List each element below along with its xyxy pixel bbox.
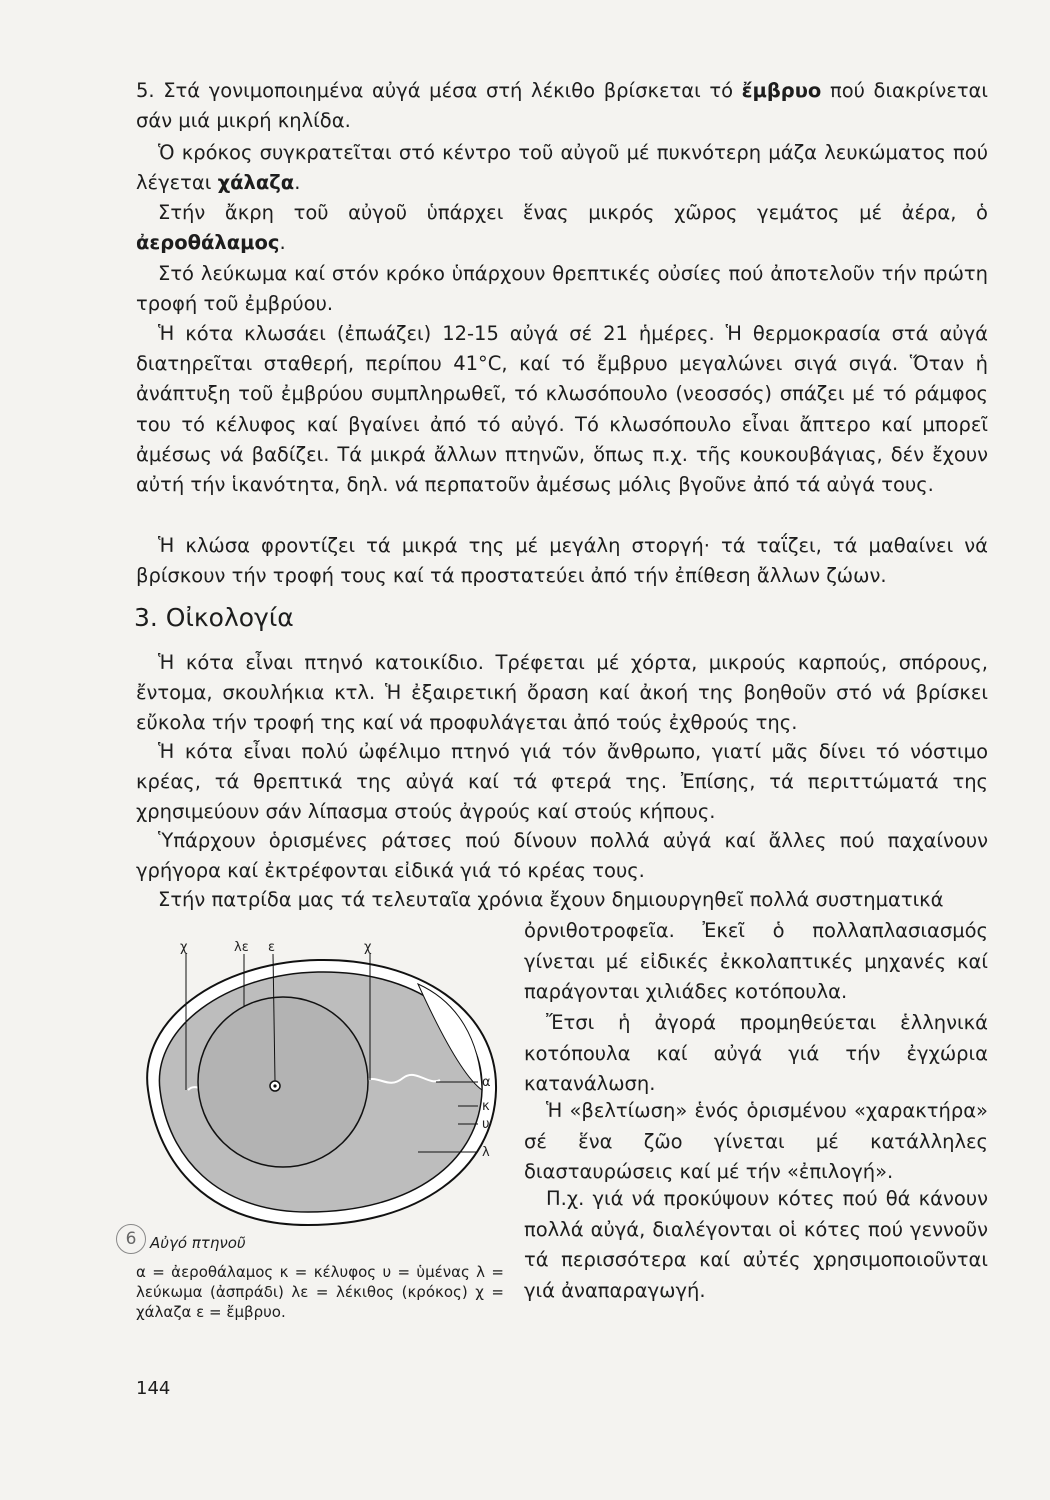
label-lambda: λ xyxy=(482,1145,490,1160)
figure-title: Αὐγό πτηνοῦ xyxy=(150,1234,246,1252)
page-number: 144 xyxy=(136,1378,171,1399)
egg-diagram xyxy=(118,940,510,1240)
label-alpha: α xyxy=(482,1075,491,1090)
paragraph-brooding: Ἡ κλώσα φροντίζει τά μικρά της μέ μεγάλη στοργή· τά ταΐζει, τά μαθαίνει νά βρίσκουν τήν τροφή τους καί τά προστατεύει ἀπό τήν ἐπίθεση ἄλλων ζώων. xyxy=(136,534,988,588)
paragraph-ecology-4: Στήν πατρίδα μας τά τελευταῖα χρόνια ἔχουν δημιουργηθεῖ πολλά συστηματικά xyxy=(158,888,944,911)
paragraph-embryo: 5. Στά γονιμοποιημένα αὐγά μέσα στή λέκιθο βρίσκεται τό ἔμβρυο πού διακρίνεται σάν μιά μικρή κηλίδα. xyxy=(136,79,989,133)
paragraph-ecology-1: Ἡ κότα εἶναι πτηνό κατοικίδιο. Τρέφεται μέ χόρτα, μικρούς καρπούς, σπόρους, ἔντομα, σκουλήκια κτλ. Ἡ ἐξαιρετική ὄραση καί ἀκοή της βοηθοῦν στό νά βρίσκει εὔκολα τήν τροφή της καί νά προφυλάγεται ἀπό τούς ἐχθρούς της. xyxy=(136,651,988,735)
right-column-4: Π.χ. γιά νά προκύψουν κότες πού θά κάνουν πολλά αὐγά, διαλέγονται οἱ κότες πού γεννοῦν τά περισσότερα καί αὐτές χρησιμοποιοῦνται γιά ἀναπαραγωγή. xyxy=(524,1187,988,1302)
right-column-1: ὀρνιθοτροφεῖα. Ἐκεῖ ὁ πολλαπλασιασμός γίνεται μέ εἰδικές ἐκκολαπτικές μηχανές καί παράγονται χιλιάδες κοτόπουλα. xyxy=(524,919,988,1004)
paragraph-ecology-2: Ἡ κότα εἶναι πολύ ὠφέλιμο πτηνό γιά τόν ἄνθρωπο, γιατί μᾶς δίνει τό νόστιμο κρέας, τά θρεπτικά της αὐγά καί τά φτερά της. Ἐπίσης, τά περιττώματά της χρησιμεύουν σάν λίπασμα στούς ἀγρούς καί στούς κήπους. xyxy=(136,740,988,824)
figure-caption: α = ἀεροθάλαμος κ = κέλυφος υ = ὑμένας λ = λεύκωμα (ἀσπράδι) λε = λέκιθος (κρόκος) χ = χάλαζα ε = ἔμβρυο. xyxy=(136,1263,504,1321)
yolk xyxy=(198,997,368,1167)
right-column-2: Ἔτσι ἡ ἀγορά προμηθεύεται ἑλληνικά κοτόπουλα καί αὐγά γιά τήν ἐγχώρια κατανάλωση. xyxy=(524,1011,988,1096)
paragraph-ecology-3: Ὑπάρχουν ὁρισμένες ράτσες πού δίνουν πολλά αὐγά καί ἄλλες πού παχαίνουν γρήγορα καί ἐκτρέφονται εἰδικά γιά τό κρέας τους. xyxy=(136,829,988,883)
section-heading: 3. Οἰκολογία xyxy=(134,603,294,632)
paragraph-nutrients: Στό λεύκωμα καί στόν κρόκο ὑπάρχουν θρεπτικές οὐσίες πού ἀποτελοῦν τήν πρώτη τροφή τοῦ ἐμβρύου. xyxy=(136,262,988,316)
paragraph-incubation: Ἡ κότα κλωσάει (ἐπωάζει) 12-15 αὐγά σέ 21 ἡμέρες. Ἡ θερμοκρασία στά αὐγά διατηρεῖται σταθερή, περίπου 41°C, καί τό ἔμβρυο μεγαλώνει σιγά σιγά. Ὅταν ἡ ἀνάπτυξη τοῦ ἐμβρύου συμπληρωθεῖ, τό κλωσόπουλο (νεοσσός) σπάζει μέ τό ράμφος του τό κέλυφος καί βγαίνει ἀπό τό αὐγό. Τό κλωσόπουλο εἶναι ἄπτερο καί μπορεῖ ἀμέσως νά βαδίζει. Τά μικρά ἄλλων πτηνῶν, ὅπως π.χ. τῆς κουκουβάγιας, δέν ἔχουν αὐτή τήν ἱκανότητα, δηλ. νά περπατοῦν ἀμέσως μόλις βγοῦνε ἀπό τά αὐγά τους. xyxy=(136,322,988,497)
figure-number: 6 xyxy=(116,1224,146,1254)
label-chi-left: χ xyxy=(180,940,188,955)
paragraph-air-cell: Στήν ἄκρη τοῦ αὐγοῦ ὑπάρχει ἕνας μικρός χῶρος γεμάτος μέ ἀέρα, ὁ ἀεροθάλαμος. xyxy=(136,201,988,255)
paragraph-chalaza: Ὁ κρόκος συγκρατεῖται στό κέντρο τοῦ αὐγοῦ μέ πυκνότερη μάζα λευκώματος πού λέγεται χάλαζα. xyxy=(136,141,988,195)
label-lambda-epsilon: λε xyxy=(234,940,249,955)
label-kappa: κ xyxy=(482,1099,490,1114)
right-column-3: Ἡ «βελτίωση» ἑνός ὁρισμένου «χαρακτήρα» σέ ἕνα ζῶο γίνεται μέ κατάλληλες διασταυρώσεις καί μέ τήν «ἐπιλογή». xyxy=(524,1099,988,1184)
label-epsilon: ε xyxy=(268,940,276,955)
label-upsilon: υ xyxy=(482,1117,490,1132)
label-chi-right: χ xyxy=(364,940,372,955)
